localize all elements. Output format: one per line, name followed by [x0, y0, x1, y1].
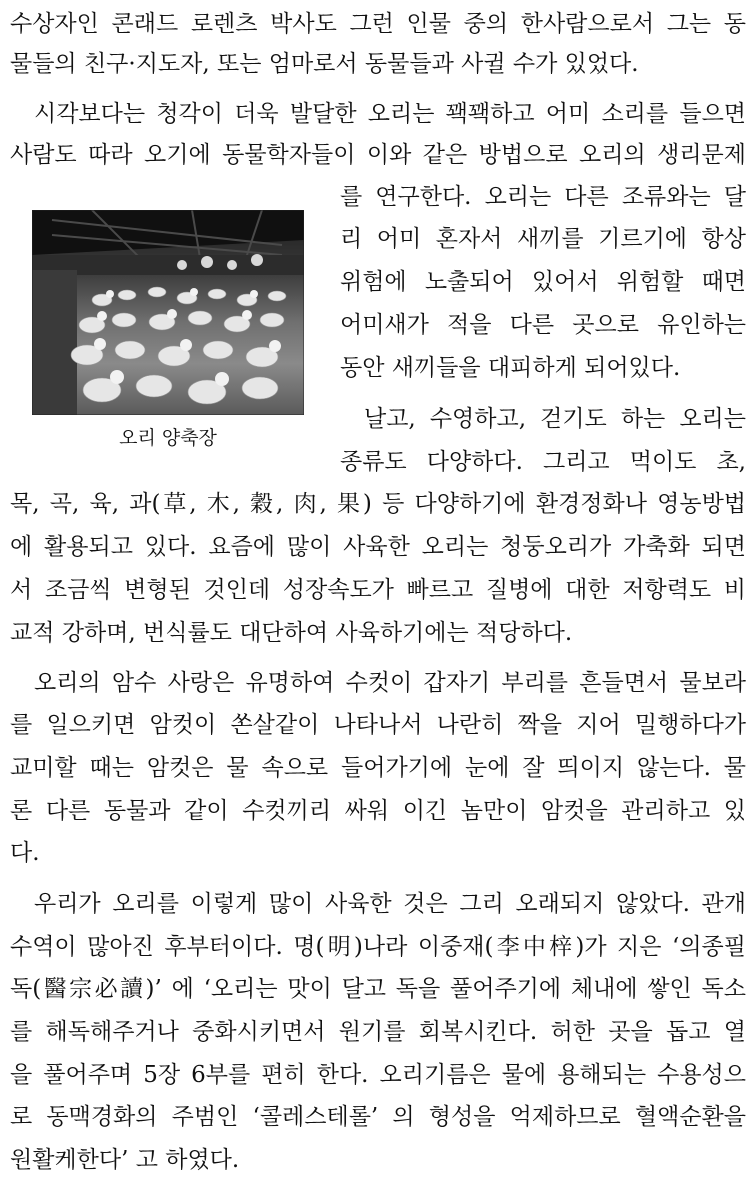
- text-line: 우리가 오리를 이렇게 많이 사육한 것은 그리 오래되지 않았다. 관개: [34, 891, 746, 917]
- text-line: 에 활용되고 있다. 요즘에 많이 사육한 오리는 청둥오리가 가축화 되면: [10, 534, 746, 560]
- text-line: 다.: [10, 840, 40, 866]
- text-line: 리 어미 혼자서 새끼를 기르기에 항상: [340, 226, 746, 252]
- text-line: 종류도 다양하다. 그리고 먹이도 초,: [340, 449, 746, 475]
- duck-farm-photo: [32, 210, 304, 415]
- text-line: 어미새가 적을 다른 곳으로 유인하는: [340, 312, 746, 338]
- text-line: 를 연구한다. 오리는 다른 조류와는 달: [340, 184, 746, 210]
- text-line: 를 일으키면 암컷이 쏜살같이 나타나서 나란히 짝을 지어 밀행하다가: [10, 712, 746, 738]
- text-line: 원활케한다’ 고 하였다.: [10, 1147, 240, 1173]
- text-line: 을 풀어주며 5장 6부를 편히 한다. 오리기름은 물에 용해되는 수용성으: [10, 1062, 746, 1088]
- text-line: 를 해독해주거나 중화시키면서 원기를 회복시킨다. 허한 곳을 돕고 열: [10, 1019, 746, 1045]
- text-line: 목, 곡, 육, 과(草, 木, 穀, 肉, 果) 등 다양하기에 환경정화나 영농방법: [10, 491, 746, 517]
- text-line: 수역이 많아진 후부터이다. 명(明)나라 이중재(李中梓)가 지은 ‘의종필: [10, 934, 746, 960]
- text-line: 로 동맥경화의 주범인 ‘콜레스테롤’ 의 형성을 억제하므로 혈액순환을: [10, 1104, 746, 1130]
- figure-caption: 오리 양축장: [119, 427, 217, 449]
- duck-farm-illustration: [32, 210, 304, 415]
- text-line: 동안 새끼들을 대피하게 되어있다.: [340, 355, 681, 381]
- text-line: 날고, 수영하고, 걷기도 하는 오리는: [364, 406, 746, 432]
- text-line: 교미할 때는 암컷은 물 속으로 들어가기에 눈에 잘 띄이지 않는다. 물: [10, 755, 746, 781]
- text-line: 시각보다는 청각이 더욱 발달한 오리는 꽥꽥하고 어미 소리를 들으면: [34, 101, 746, 127]
- text-line: 교적 강하며, 번식률도 대단하여 사육하기에는 적당하다.: [10, 620, 573, 646]
- text-line: 론 다른 동물과 같이 수컷끼리 싸워 이긴 놈만이 암컷을 관리하고 있: [10, 798, 746, 824]
- text-line: 수상자인 콘래드 로렌츠 박사도 그런 인물 중의 한사람으로서 그는 동: [10, 11, 746, 37]
- text-line: 사람도 따라 오기에 동물학자들이 이와 같은 방법으로 오리의 생리문제: [10, 142, 746, 168]
- text-line: 서 조금씩 변형된 것인데 성장속도가 빠르고 질병에 대한 저항력도 비: [10, 577, 746, 603]
- text-line: 위험에 노출되어 있어서 위험할 때면: [340, 269, 746, 295]
- text-line: 독(醫宗必讀)’ 에 ‘오리는 맛이 달고 독을 풀어주기에 체내에 쌓인 독소: [10, 976, 746, 1002]
- text-line: 오리의 암수 사랑은 유명하여 수컷이 갑자기 부리를 흔들면서 물보라: [34, 670, 746, 696]
- text-line: 물들의 친구·지도자, 또는 엄마로서 동물들과 사귈 수가 있었다.: [10, 51, 639, 77]
